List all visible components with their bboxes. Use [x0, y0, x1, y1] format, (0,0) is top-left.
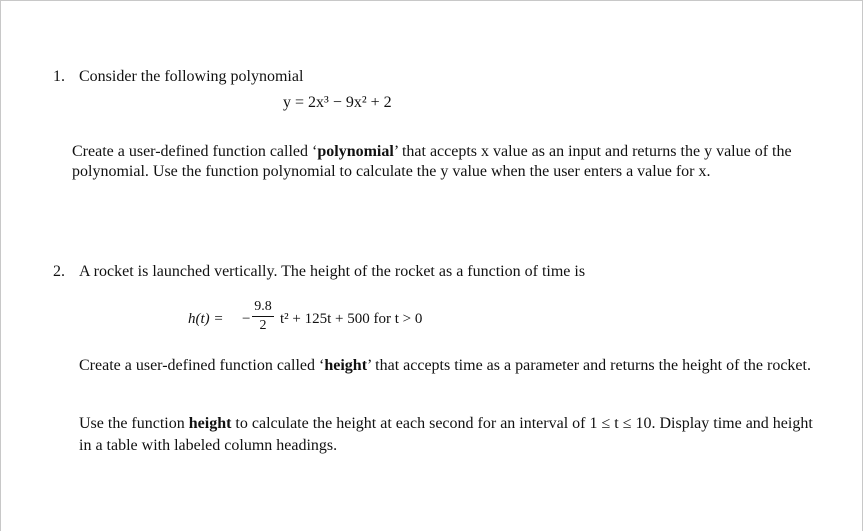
- q1-desc-part-b: ’ that accepts x value as an input and returns the y value of the polynomial. Use the function polynomial to calculate the y value when the user enters a value for x.: [72, 143, 792, 180]
- eq-lhs: h(t) =: [188, 311, 224, 327]
- eq-fraction-bar: [252, 316, 274, 317]
- question-1-number: 1.: [53, 68, 65, 85]
- q2-desc2-function-name: height: [188, 415, 232, 432]
- question-2-equation: [184, 299, 504, 339]
- eq-fraction-denominator: 2: [259, 318, 267, 333]
- q2-desc1-part-b: ’ that accepts time as a parameter and returns the height of the rocket.: [367, 357, 811, 374]
- q2-function-name: height: [324, 357, 368, 374]
- question-1-description: [72, 142, 822, 182]
- q1-function-name: polynomial: [317, 143, 394, 160]
- question-2-description-2: [79, 413, 819, 457]
- q1-desc-part-a: Create a user-defined function called ‘: [72, 143, 318, 160]
- eq-rest: t² + 125t + 500 for t > 0: [280, 311, 423, 327]
- question-2-number: 2.: [53, 263, 65, 280]
- question-1-intro: Consider the following polynomial: [79, 68, 304, 85]
- q2-desc2-part-a: Use the function: [79, 415, 189, 432]
- question-2-intro: A rocket is launched vertically. The height of the rocket as a function of time is: [79, 263, 586, 280]
- q2-desc2-part-b: to calculate the height at each second for an interval of 1 ≤ t ≤ 10. Display time and height in a table with labeled column headings.: [79, 415, 813, 454]
- eq-fraction-numerator: 9.8: [254, 299, 272, 314]
- eq-fraction: [252, 299, 274, 334]
- question-2-description-1: [79, 355, 819, 377]
- eq-minus: −: [242, 311, 251, 327]
- q2-desc1-part-a: Create a user-defined function called ‘: [79, 357, 325, 374]
- question-1-equation: y = 2x³ − 9x² + 2: [283, 94, 392, 111]
